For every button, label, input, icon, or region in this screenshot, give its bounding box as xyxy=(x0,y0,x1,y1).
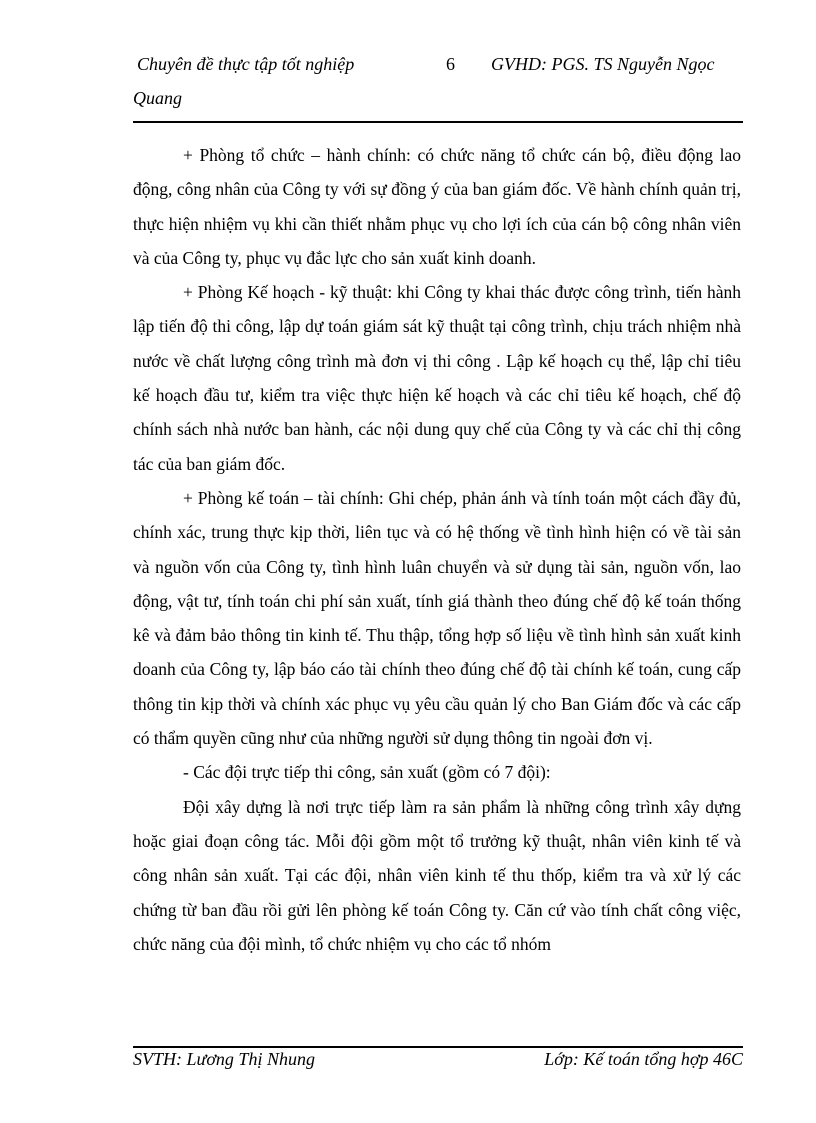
footer-class: Lớp: Kế toán tổng hợp 46C xyxy=(544,1049,743,1069)
header-supervisor: GVHD: PGS. TS Nguyễn Ngọc xyxy=(491,54,715,74)
header-divider xyxy=(133,121,743,123)
paragraph-planning-technical: + Phòng Kế hoạch - kỹ thuật: khi Công ty khai thác được công trình, tiến hành lập tiến độ thi công, lập dự toán giám sát kỹ thuật tại công trình, chịu trách nhiệm nhà nước về chất lượng công trình mà đơn vị thi công . Lập kế hoạch cụ thể, lập chỉ tiêu kế hoạch đầu tư, kiểm tra việc thực hiện kế hoạch và các chỉ tiêu kế hoạch, chế độ chính sách nhà nước ban hành, các nội dung quy chế của Công ty và các chỉ thị công tác của ban giám đốc. xyxy=(133,282,741,474)
document-body xyxy=(133,138,741,961)
paragraph-construction-team-details: Đội xây dựng là nơi trực tiếp làm ra sản phẩm là những công trình xây dựng hoặc giai đoạn công tác. Mỗi đội gồm một tổ trưởng kỹ thuật, nhân viên kinh tế và công nhân sản xuất. Tại các đội, nhân viên kinh tế thu thốp, kiểm tra và xử lý các chứng từ ban đầu rồi gửi lên phòng kế toán Công ty. Căn cứ vào tính chất công việc, chức năng của đội mình, tổ chức nhiệm vụ cho các tổ nhóm xyxy=(133,796,741,954)
footer-student: SVTH: Lương Thị Nhung xyxy=(133,1049,315,1069)
page-footer xyxy=(133,1049,743,1075)
header-title: Chuyên đề thực tập tốt nghiệp xyxy=(137,54,355,74)
paragraph-construction-teams: - Các đội trực tiếp thi công, sản xuất (gồm có 7 đội): xyxy=(183,762,551,783)
header-supervisor-continued: Quang xyxy=(133,88,182,108)
paragraph-organization-admin: + Phòng tổ chức – hành chính: có chức năng tổ chức cán bộ, điều động lao động, công nhân của Công ty với sự đồng ý của ban giám đốc. Về hành chính quản trị, thực hiện nhiệm vụ khi cần thiết nhằm phục vụ cho lợi ích của cán bộ công nhân viên và của Công ty, phục vụ đắc lực cho sản xuất kinh doanh. xyxy=(133,145,741,268)
paragraph-accounting-finance: + Phòng kế toán – tài chính: Ghi chép, phản ánh và tính toán một cách đầy đủ, chính xác, trung thực kịp thời, liên tục và có hệ thống về tình hình hiện có về tài sản và nguồn vốn của Công ty, tình hình luân chuyển và sử dụng tài sản, nguồn vốn, lao động, vật tư, tính toán chi phí sản xuất, tính giá thành theo đúng chế độ kế toán thống kê và đảm bảo thông tin kinh tế. Thu thập, tổng hợp số liệu về tình hình sản xuất kinh doanh của Công ty, lập báo cáo tài chính theo đúng chế độ tài chính kế toán, cung cấp thông tin kịp thời và chính xác phục vụ yêu cầu quản lý cho Ban Giám đốc và các cấp có thẩm quyền cũng như của những người sử dụng thông tin ngoài đơn vị. xyxy=(133,487,741,749)
page-header xyxy=(133,50,743,122)
footer-divider xyxy=(133,1046,743,1048)
page-number: 6 xyxy=(446,54,455,74)
